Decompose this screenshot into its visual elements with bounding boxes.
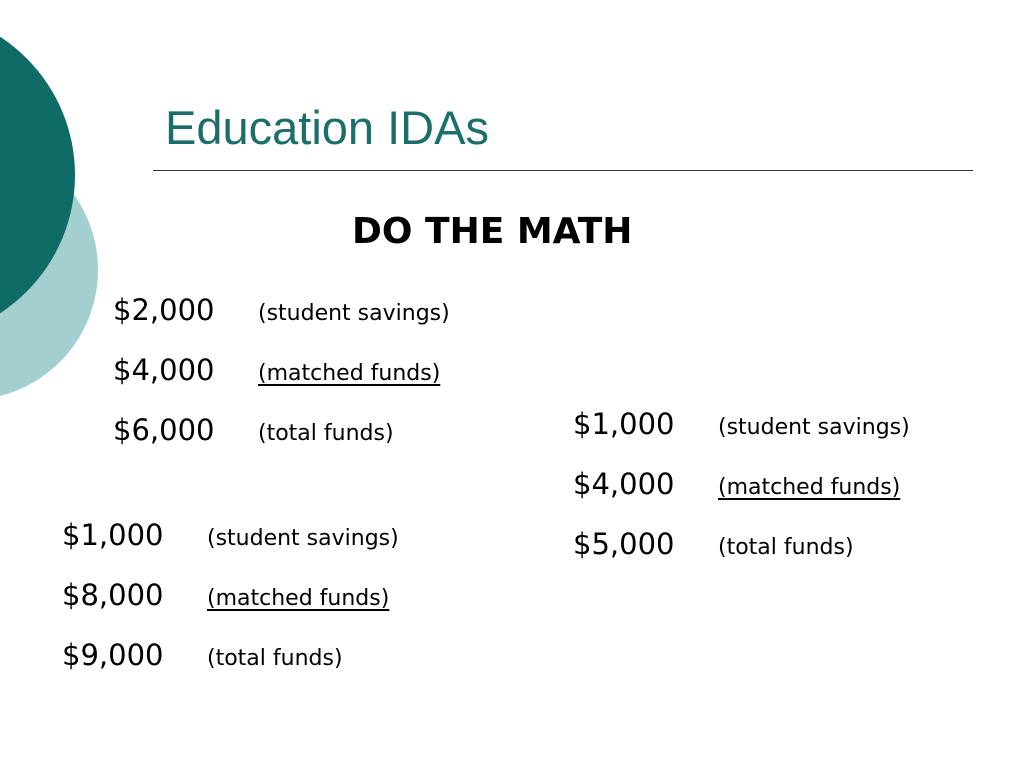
math-row-total [573,514,910,574]
amount: $1,000 [62,518,164,552]
amount: $8,000 [62,578,164,612]
math-row-total [62,625,399,685]
amount-note: (total funds) [207,646,343,671]
amount-note: (matched funds) [258,361,441,386]
math-group-1 [113,280,450,460]
math-group-2 [573,394,910,574]
amount-note: (matched funds) [207,586,390,611]
amount-note: (student savings) [207,526,399,551]
slide-subtitle: DO THE MATH [352,211,633,252]
amount: $1,000 [573,407,675,441]
math-row-matched [573,454,910,514]
amount: $4,000 [113,353,215,387]
amount-note: (total funds) [718,535,854,560]
math-group-3 [62,505,399,685]
amount: $2,000 [113,293,215,327]
amount: $5,000 [573,527,675,561]
title-divider [153,170,973,171]
amount: $4,000 [573,467,675,501]
math-row-savings [573,394,910,454]
amount-note: (student savings) [718,415,910,440]
amount-note: (matched funds) [718,475,901,500]
math-row-total [113,400,450,460]
math-row-savings [113,280,450,340]
math-row-matched [62,565,399,625]
amount-note: (total funds) [258,421,394,446]
slide-title: Education IDAs [165,101,489,154]
amount: $9,000 [62,638,164,672]
amount-note: (student savings) [258,301,450,326]
math-row-matched [113,340,450,400]
amount: $6,000 [113,413,215,447]
math-row-savings [62,505,399,565]
